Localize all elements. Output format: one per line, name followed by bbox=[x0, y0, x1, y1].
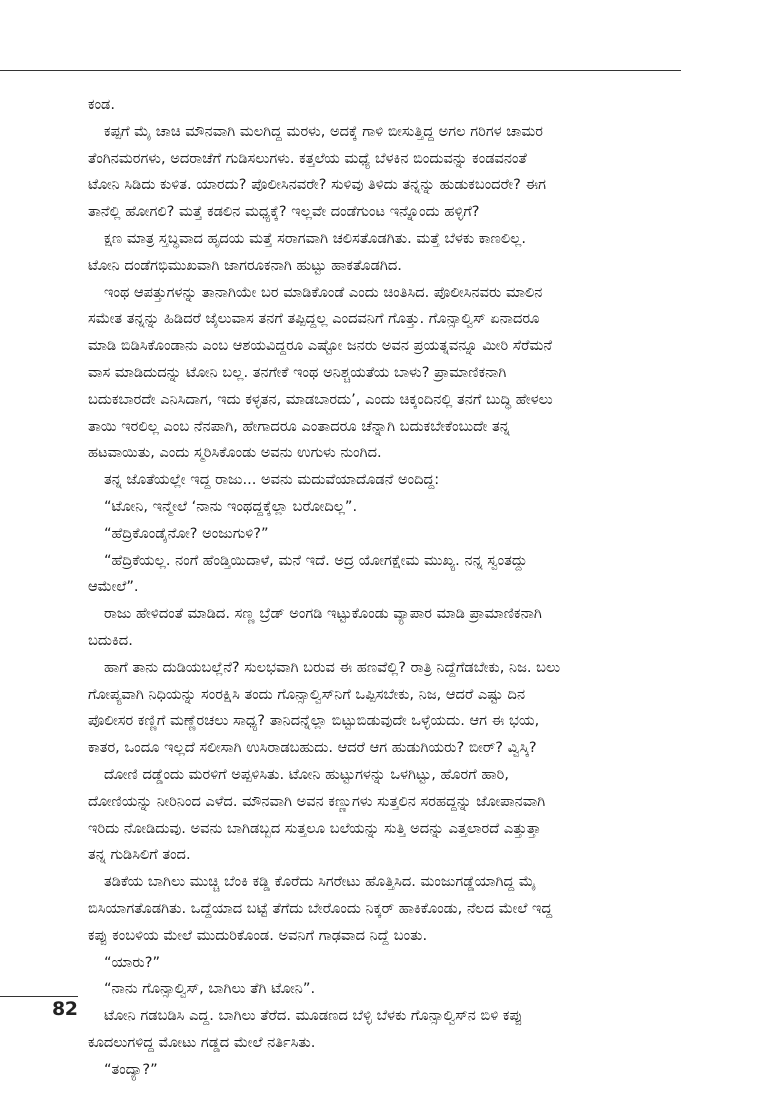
top-rule bbox=[0, 70, 681, 71]
text-line: ತಾಯಿ ಇರಲಿಲ್ಲ ಎಂಬ ನೆನಪಾಗಿ, ಹೇಗಾದರೂ ಎಂತಾದರೂ ಚೆನ್ನಾಗಿ ಬದುಕಬೇಕೆಂಬುದೇ ತನ್ನ bbox=[88, 417, 510, 435]
text-line: ಟೋನಿ ದಂಡೆಗಭಿಮುಖವಾಗಿ ಜಾಗರೂಕನಾಗಿ ಹುಟ್ಟು ಹಾಕತೊಡಗಿದ. bbox=[88, 256, 402, 274]
text-line: ಕಪ್ಪು ಕಂಬಳಿಯ ಮೇಲೆ ಮುದುರಿಕೊಂಡ. ಅವನಿಗೆ ಗಾಢವಾದ ನಿದ್ದೆ ಬಂತು. bbox=[88, 926, 428, 944]
text-line: ರಾಜು ಹೇಳಿದಂತೆ ಮಾಡಿದ. ಸಣ್ಣ ಬ್ರೆಡ್ ಅಂಗಡಿ ಇಟ್ಟುಕೊಂಡು ವ್ಯಾಪಾರ ಮಾಡಿ ಪ್ರಾಮಾಣಿಕನಾಗಿ bbox=[104, 605, 542, 623]
text-line: ತನ್ನ ಜೊತೆಯಲ್ಲೇ ಇದ್ದ ರಾಜು... ಅವನು ಮದುವೆಯಾದೊಡನೆ ಅಂದಿದ್ದ: bbox=[104, 471, 440, 489]
text-line: ದೋಣಿಯನ್ನು ನೀರಿನಿಂದ ಎಳೆದ. ಮೌನವಾಗಿ ಅವನ ಕಣ್ಣುಗಳು ಸುತ್ತಲಿನ ಸರಹದ್ದನ್ನು ಜೋಪಾನವಾಗಿ bbox=[88, 792, 546, 810]
text-line: ತಾನೆಲ್ಲಿ ಹೋಗಲಿ? ಮತ್ತೆ ಕಡಲಿನ ಮಧ್ಯಕ್ಕೆ? ಇಲ್ಲವೇ ದಂಡೆಗುಂಟ ಇನ್ನೊಂದು ಹಳ್ಳಿಗೆ? bbox=[88, 203, 480, 221]
text-line: “ತಂದ್ಯಾ?” bbox=[104, 1060, 158, 1078]
text-line: ಬದುಕಿದ. bbox=[88, 631, 133, 649]
text-line: ಕ್ಷಣ ಮಾತ್ರ ಸ್ತಬ್ಧವಾದ ಹೃದಯ ಮತ್ತೆ ಸರಾಗವಾಗಿ ಚಲಿಸತೊಡಗಿತು. ಮತ್ತೆ ಬೆಳಕು ಕಾಣಲಿಲ್ಲ. bbox=[104, 229, 526, 247]
text-line: ದೋಣಿ ದಡ್ಡೆಂದು ಮರಳಿಗೆ ಅಪ್ಪಳಿಸಿತು. ಟೋನಿ ಹುಟ್ಟುಗಳನ್ನು ಒಳಗಿಟ್ಟು, ಹೊರಗೆ ಹಾರಿ, bbox=[104, 765, 509, 783]
text-line: ಇಂಥ ಆಪತ್ತುಗಳನ್ನು ತಾನಾಗಿಯೇ ಬರ ಮಾಡಿಕೊಂಡೆ ಎಂದು ಚಿಂತಿಸಿದ. ಪೊಲೀಸಿನವರು ಮಾಲಿನ bbox=[104, 283, 543, 301]
text-line: ಟೋನಿ ಸಿಡಿದು ಕುಳಿತ. ಯಾರದು? ಪೊಲೀಸಿನವರೇ? ಸುಳಿವು ತಿಳಿದು ತನ್ನನ್ನು ಹುಡುಕಬಂದರೇ? ಈಗ bbox=[88, 176, 547, 194]
text-line: “ಯಾರು?” bbox=[104, 953, 161, 971]
text-line: ಹಾಗೆ ತಾನು ದುಡಿಯಬಲ್ಲೆನೆ? ಸುಲಭವಾಗಿ ಬರುವ ಈ ಹಣವೆಲ್ಲಿ? ರಾತ್ರಿ ನಿದ್ದೆಗೆಡಬೇಕು, ನಿಜ. ಬಲು bbox=[104, 658, 561, 676]
text-line: “ಹೆದ್ರಿಕೊಂಡೈನೋ? ಅಂಜುಗುಳಿ?” bbox=[104, 524, 269, 542]
text-line: ಟೋನಿ ಗಡಬಡಿಸಿ ಎದ್ದ. ಬಾಗಿಲು ತೆರೆದ. ಮೂಡಣದ ಬೆಳ್ಳಿ ಬೆಳಕು ಗೊನ್ಸಾಲ್ವಿಸ್‌ನ ಬಿಳಿ ಕಪ್ಪು bbox=[104, 1007, 523, 1025]
text-line: ಪೊಲೀಸರ ಕಣ್ಣಿಗೆ ಮಣ್ಣೆರಚಲು ಸಾಧ್ಯ? ತಾನಿದನ್ನೆಲ್ಲಾ ಬಿಟ್ಟುಬಿಡುವುದೇ ಒಳ್ಳೆಯದು. ಆಗ ಈ ಭಯ, bbox=[88, 712, 540, 730]
text-line: ವಾಸ ಮಾಡಿದುದನ್ನು ಟೋನಿ ಬಲ್ಲ. ತನಗೇಕೆ ಇಂಥ ಅನಿಶ್ಚಯತೆಯ ಬಾಳು? ಪ್ರಾಮಾಣಿಕನಾಗಿ bbox=[88, 363, 507, 381]
bottom-rule bbox=[0, 996, 78, 997]
text-line: ಕಾತರ, ಒಂದೂ ಇಲ್ಲದೆ ಸಲೀಸಾಗಿ ಉಸಿರಾಡಬಹುದು. ಆದರೆ ಆಗ ಹುಡುಗಿಯರು? ಬೀರ್? ವ್ವಿಸ್ಕಿ? bbox=[88, 739, 537, 757]
text-line: ಬಿಸಿಯಾಗತೊಡಗಿತು. ಒದ್ದೆಯಾದ ಬಟ್ಟೆ ತೆಗೆದು ಬೇರೊಂದು ನಿಕ್ಕರ್ ಹಾಕಿಕೊಂಡು, ನೆಲದ ಮೇಲೆ ಇದ್ದ bbox=[88, 899, 553, 917]
text-line: “ಹೆದ್ರಿಕೆಯಲ್ಲ. ನಂಗೆ ಹೆಂಡ್ತಿಯಿದಾಳೆ, ಮನೆ ಇದೆ. ಅದ್ರ ಯೋಗಕ್ಷೇಮ ಮುಖ್ಯ. ನನ್ನ ಸ್ವಂತದ್ದು bbox=[104, 551, 528, 569]
text-line: ಬದುಕಬಾರದೇ ಎನಿಸಿದಾಗ, ಇದು ಕಳ್ಳತನ, ಮಾಡಬಾರದು’, ಎಂದು ಚಿಕ್ಕಂದಿನಲ್ಲಿ ತನಗೆ ಬುದ್ಧಿ ಹೇಳಲು bbox=[88, 390, 553, 408]
text-line: ತಡಿಕೆಯ ಬಾಗಿಲು ಮುಚ್ಚಿ ಬೆಂಕಿ ಕಡ್ಡಿ ಕೊರೆದು ಸಿಗರೇಟು ಹೊತ್ತಿಸಿದ. ಮಂಜುಗಡ್ಡೆಯಾಗಿದ್ದ ಮೈ bbox=[104, 873, 536, 891]
text-line: ತನ್ನ ಗುಡಿಸಿಲಿಗೆ ತಂದ. bbox=[88, 846, 191, 864]
page-number: 82 bbox=[52, 998, 78, 1020]
body-text bbox=[88, 92, 672, 1083]
text-line: ಆಮೇಲೆ”. bbox=[88, 578, 139, 596]
text-line: ಕಪ್ಪಗೆ ಮೈ ಚಾಚಿ ಮೌನವಾಗಿ ಮಲಗಿದ್ದ ಮರಳು, ಅದಕ್ಕೆ ಗಾಳಿ ಬೀಸುತ್ತಿದ್ದ ಅಗಲ ಗರಿಗಳ ಚಾಮರ bbox=[104, 122, 544, 140]
text-line: ಇರಿದು ನೋಡಿದುವು. ಅವನು ಬಾಗಿಡಬ್ಬದ ಸುತ್ತಲೂ ಬಲೆಯನ್ನು ಸುತ್ತಿ ಅದನ್ನು ಎತ್ತಲಾರದೆ ಎತ್ತುತ್ತಾ bbox=[88, 819, 542, 837]
text-line: ಸಮೇತ ತನ್ನನ್ನು ಹಿಡಿದರೆ ಜೈಲುವಾಸ ತನಗೆ ತಪ್ಪಿದ್ದಲ್ಲ ಎಂದವನಿಗೆ ಗೊತ್ತು. ಗೊನ್ಸಾಲ್ವಿಸ್ ಏನಾದರೂ bbox=[88, 310, 540, 328]
text-line: ತೆಂಗಿನಮರಗಳು, ಅದರಾಚೆಗೆ ಗುಡಿಸಲುಗಳು. ಕತ್ತಲೆಯ ಮಧ್ಯೆ ಬೆಳಕಿನ ಬಿಂದುವನ್ನು ಕಂಡವನಂತೆ bbox=[88, 149, 527, 167]
text-line: “ನಾನು ಗೊನ್ಸಾಲ್ವಿಸ್, ಬಾಗಿಲು ತೆಗಿ ಟೋನಿ”. bbox=[104, 980, 316, 998]
text-line: ಗೋಪ್ಯವಾಗಿ ನಿಧಿಯನ್ನು ಸಂರಕ್ಷಿಸಿ ತಂದು ಗೊನ್ಸಾಲ್ವಿಸ್‌ನಿಗೆ ಒಪ್ಪಿಸಬೇಕು, ನಿಜ, ಆದರೆ ಎಷ್ಟು ದಿನ bbox=[88, 685, 526, 703]
text-line: ಮಾಡಿ ಬಿಡಿಸಿಕೊಂಡಾನು ಎಂಬ ಆಶಯವಿದ್ದರೂ ಎಷ್ಟೋ ಜನರು ಅವನ ಪ್ರಯತ್ನವನ್ನೂ ಮೀರಿ ಸೆರೆಮನೆ bbox=[88, 337, 553, 355]
text-line: ಕೂದಲುಗಳಿದ್ದ ಮೋಟು ಗಡ್ಡದ ಮೇಲೆ ನರ್ತಿಸಿತು. bbox=[88, 1033, 316, 1051]
text-line: “ಟೋನಿ, ಇನ್ಮೇಲೆ ‘ನಾನು ಇಂಥದ್ದಕ್ಕೆಲ್ಲಾ ಬರೋದಿಲ್ಲ”. bbox=[104, 497, 358, 515]
text-line: ಹಟವಾಯಿತು, ಎಂದು ಸ್ಮರಿಸಿಕೊಂಡು ಅವನು ಉಗುಳು ನುಂಗಿದ. bbox=[88, 444, 382, 462]
text-line: ಕಂಡ. bbox=[88, 96, 115, 113]
